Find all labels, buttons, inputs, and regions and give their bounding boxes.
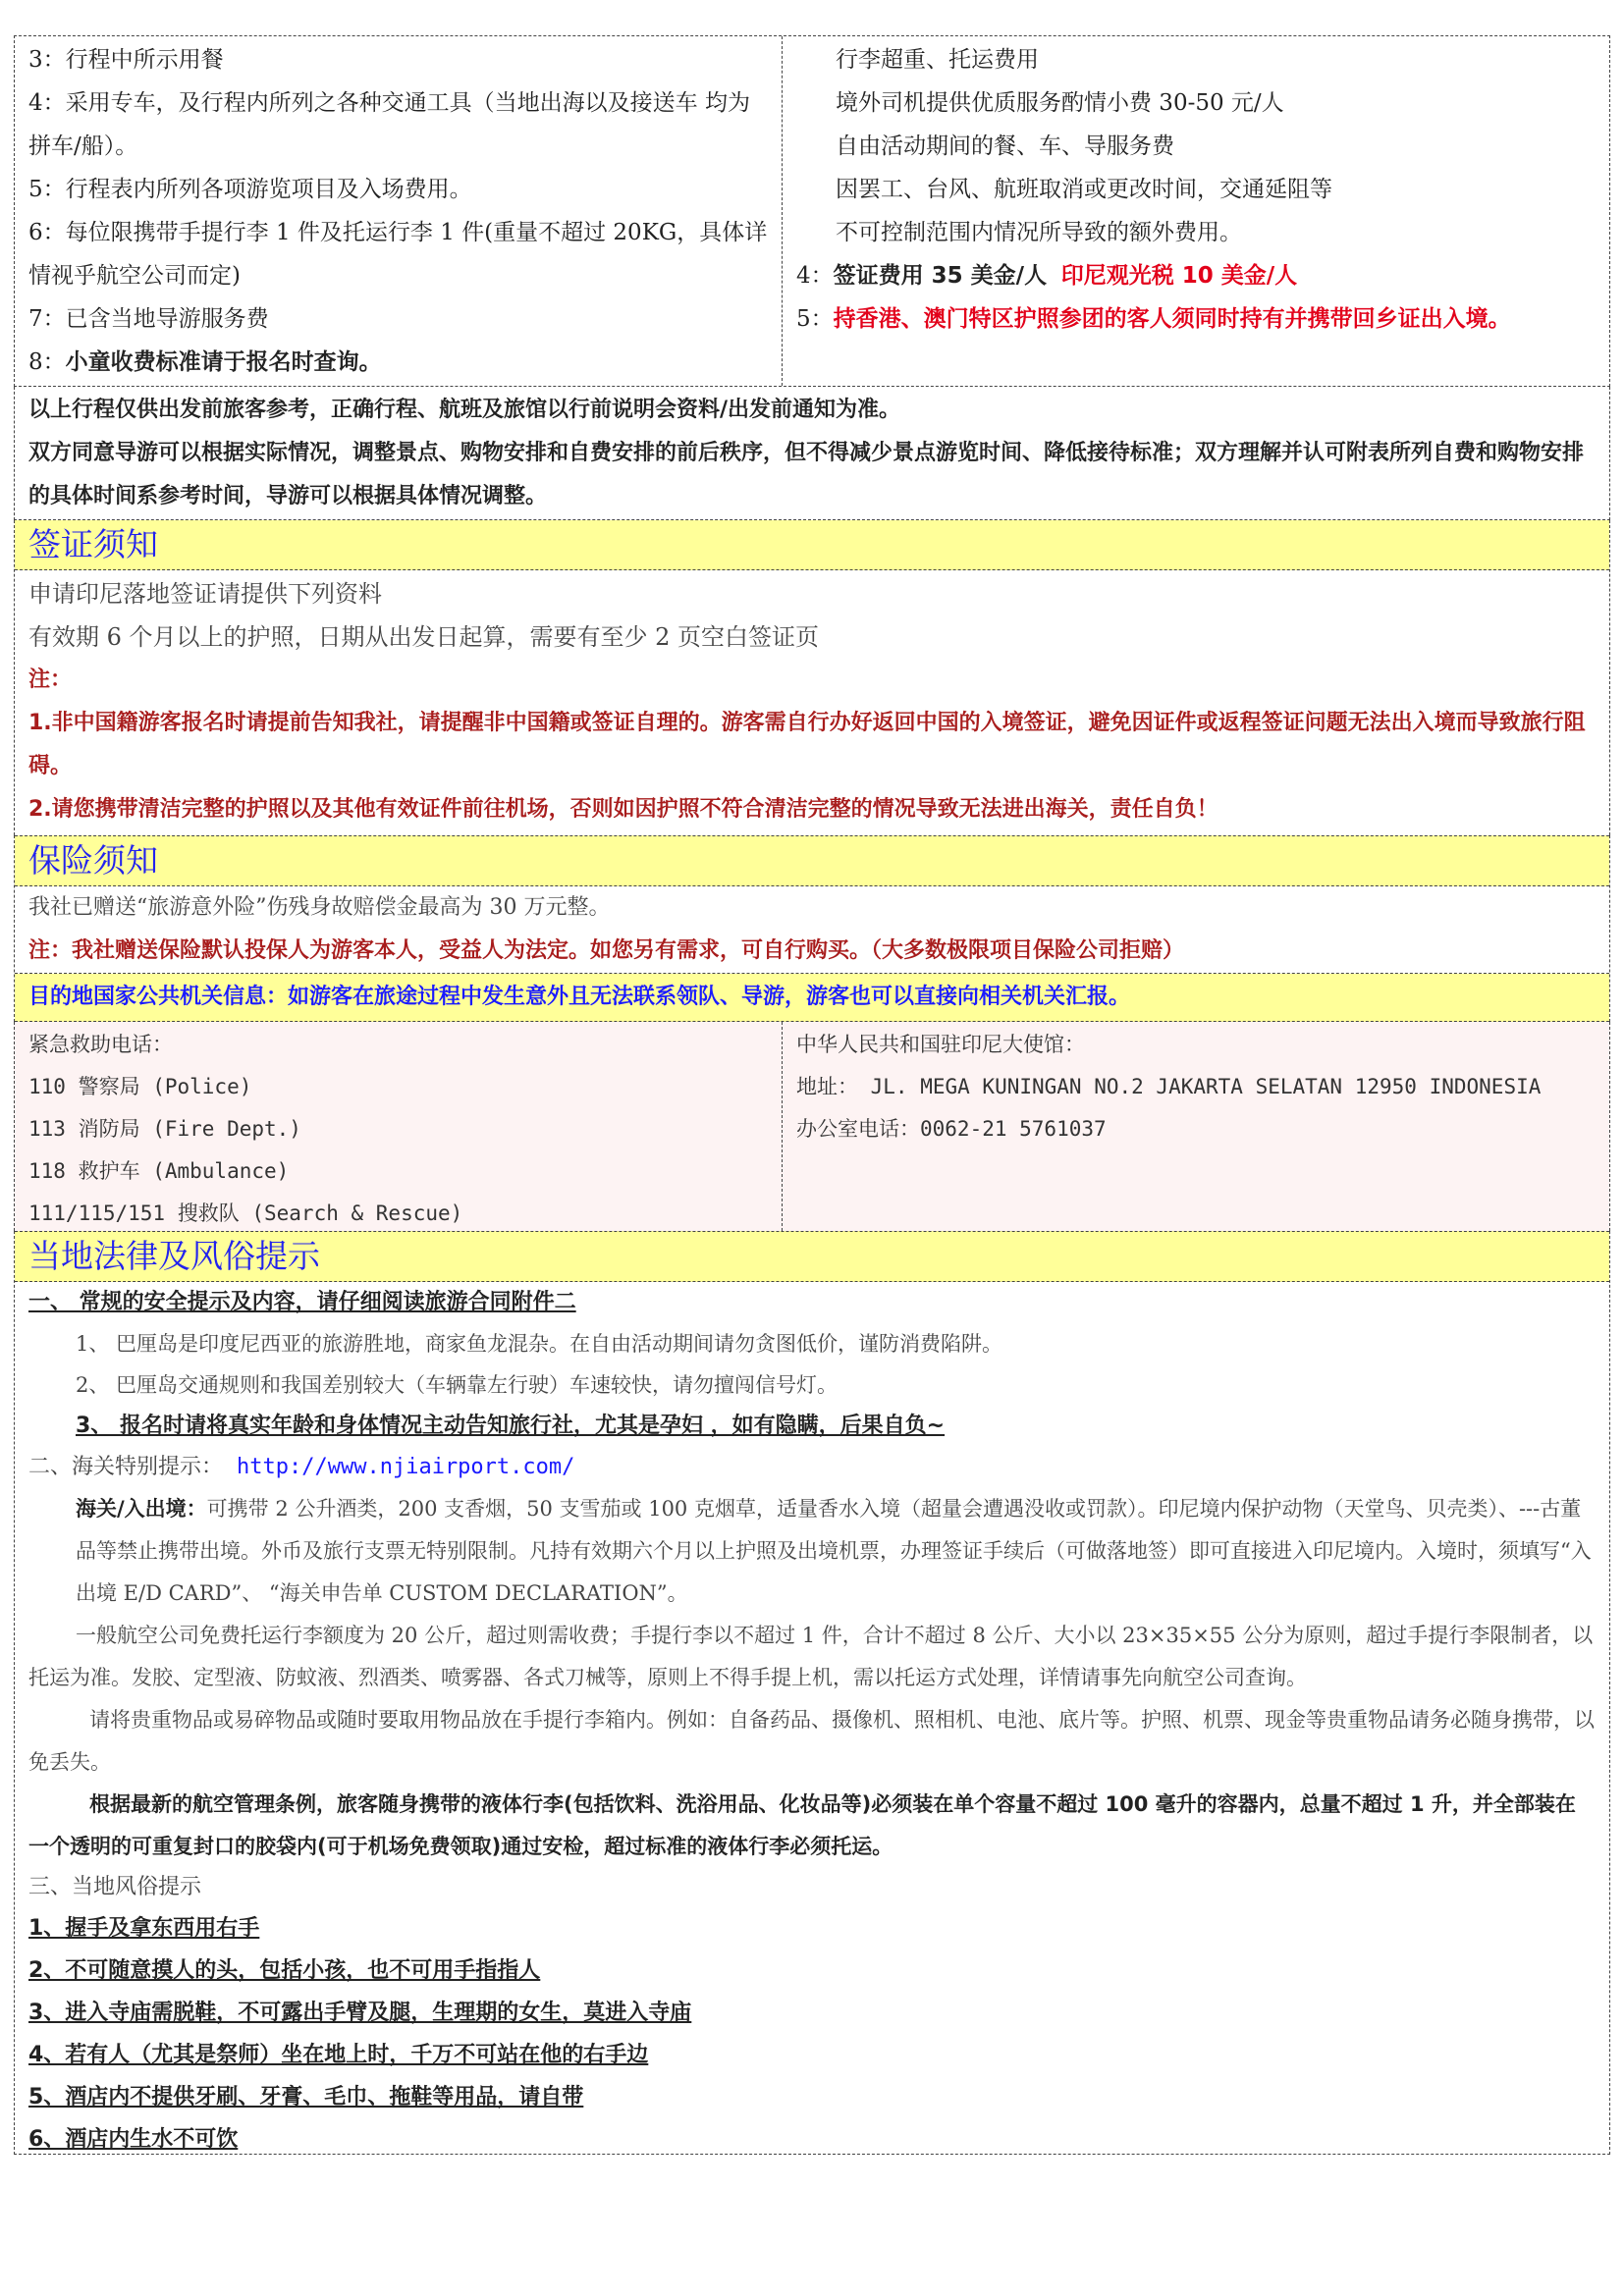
insurance-title: 保险须知 <box>15 835 1609 886</box>
excl-item-5: 5：持香港、澳门特区护照参团的客人须同时持有并携带回乡证出入境。 <box>796 306 1511 332</box>
notice-line: 双方同意导游可以根据实际情况，调整景点、购物安排和自费安排的前后秩序，但不得减少景点游览时间、降低接待标准；双方理解并认可附表所列自费和购物安排的具体时间系参考时间，导游可以根据具体情况调整。 <box>28 441 1585 508</box>
embassy-line: 中华人民共和国驻印尼大使馆： <box>796 1033 1085 1056</box>
liquid-para: 根据最新的航空管理条例，旅客随身携带的液体行李(包括饮料、洗浴用品、化妆品等)必须装在单个容量不超过 100 毫升的容器内，总量不超过 1 升，并全部装在一个透明的可重复封口的胶袋内(可于机场免费领取)通过安检，超过标准的液体行李必须托运。 <box>28 1792 1576 1858</box>
incl-item: 7：已含当地导游服务费 <box>28 306 269 332</box>
incl-item: 4：采用专车，及行程内所列之各种交通工具（当地出海以及接送车 均为拼车/船）。 <box>28 90 750 159</box>
custom-item: 3、进入寺庙需脱鞋，不可露出手臂及腿，生理期的女生，莫进入寺庙 <box>28 2001 692 2025</box>
authority-info: 目的地国家公共机关信息：如游客在旅途过程中发生意外且无法联系领队、导游，游客也可以直接向相关机关汇报。 <box>15 974 1609 1022</box>
insurance-note: 注：我社赠送保险默认投保人为游客本人，受益人为法定。如您另有需求，可自行购买。（大多数极限项目保险公司拒赔） <box>15 930 1609 974</box>
incl-item: 6：每位限携带手提行李 1 件及托运行李 1 件(重量不超过 20KG，具体详情视乎航空公司而定) <box>28 220 768 289</box>
visa-title: 签证须知 <box>15 520 1609 570</box>
insurance-section <box>14 835 1610 1022</box>
embassy-line: 办公室电话：0062-21 5761037 <box>796 1117 1107 1141</box>
emergency-block <box>14 1022 1610 1231</box>
custom-item: 5、酒店内不提供牙刷、牙膏、毛巾、拖鞋等用品，请自带 <box>28 2085 584 2109</box>
exclusions-right <box>783 36 1609 386</box>
excl-item-4: 4：签证费用 35 美金/人 印尼观光税 10 美金/人 <box>796 263 1298 289</box>
law-s2: 二、海关特别提示： http://www.njiairport.com/ <box>28 1455 575 1479</box>
visa-note-label: 注： <box>28 667 73 692</box>
itinerary-notice <box>14 387 1610 520</box>
custom-item: 4、若有人（尤其是祭师）坐在地上时，千万不可站在他的右手边 <box>28 2043 649 2067</box>
law-s3: 三、当地风俗提示 <box>28 1875 202 1899</box>
excl-item: 自由活动期间的餐、车、导服务费 <box>836 133 1174 159</box>
excl-item: 因罢工、台风、航班取消或更改时间，交通延阻等 <box>836 177 1332 202</box>
emergency-line: 111/115/151 搜救队 (Search & Rescue) <box>28 1201 463 1225</box>
visa-line: 有效期 6 个月以上的护照，日期从出发日起算，需要有至少 2 页空白签证页 <box>28 623 820 651</box>
custom-item: 2、不可随意摸人的头，包括小孩，也不可用手指指人 <box>28 1958 541 1983</box>
visa-note: 2.请您携带清洁完整的护照以及其他有效证件前往机场，否则如因护照不符合清洁完整的情况导致无法进出海关，责任自负！ <box>28 797 1218 822</box>
custom-item: 6、酒店内生水不可饮 <box>28 2127 239 2152</box>
valuables-para: 请将贵重物品或易碎物品或随时要取用物品放在手提行李箱内。例如：自备药品、摄像机、照相机、电池、底片等。护照、机票、现金等贵重物品请务必随身携带，以免丢失。 <box>28 1708 1595 1774</box>
notice-line: 以上行程仅供出发前旅客参考，正确行程、航班及旅馆以行前说明会资料/出发前通知为准。 <box>28 398 901 422</box>
insurance-line: 我社已赠送“旅游意外险”伤残身故赔偿金最高为 30 万元整。 <box>28 895 611 920</box>
law-s1-item: 2、 巴厘岛交通规则和我国差别较大（车辆靠左行驶）车速较快，请勿擅闯信号灯。 <box>76 1373 839 1397</box>
visa-line: 申请印尼落地签证请提供下列资料 <box>28 580 382 608</box>
embassy-line: 地址： JL. MEGA KUNINGAN NO.2 JAKARTA SELATAN 12950 INDONESIA <box>796 1075 1542 1098</box>
emergency-line: 110 警察局 (Police) <box>28 1075 252 1098</box>
embassy-info <box>783 1022 1609 1231</box>
incl-item: 5：行程表内所列各项游览项目及入场费用。 <box>28 177 472 202</box>
customs-para: 海关/入出境：可携带 2 公升酒类，200 支香烟，50 支雪茄或 100 克烟草，适量香水入境（超量会遭遇没收或罚款）。印尼境内保护动物（天堂鸟、贝壳类）、---古董品等禁止携带出境。外币及旅行支票无特别限制。凡持有效期六个月以上护照及出境机票，办理签证手续后（可做落地签）即可直接进入印尼境内。入境时，须填写“入出境 E/D CARD”、 “海关申告单 CUSTOM DECLARATION”。 <box>76 1497 1592 1605</box>
emergency-line: 紧急救助电话： <box>28 1033 173 1056</box>
law-s1-item: 1、 巴厘岛是印度尼西亚的旅游胜地，商家鱼龙混杂。在自由活动期间请勿贪图低价，谨防消费陷阱。 <box>76 1332 1003 1356</box>
inclusions-left <box>15 36 783 386</box>
visa-note: 1.非中国籍游客报名时请提前告知我社，请提醒非中国籍或签证自理的。游客需自行办好返回中国的入境签证，避免因证件或返程签证问题无法出入境而导致旅行阻碍。 <box>28 711 1586 778</box>
emergency-phones <box>15 1022 783 1231</box>
emergency-line: 113 消防局 (Fire Dept.) <box>28 1117 301 1141</box>
incl-item-8: 8：小童收费标准请于报名时查询。 <box>28 349 382 375</box>
law-s1-item3: 3、 报名时请将真实年龄和身体情况主动告知旅行社，尤其是孕妇 ，如有隐瞒，后果自负~ <box>76 1414 946 1438</box>
law-title: 当地法律及风俗提示 <box>15 1231 1609 1282</box>
excl-item: 不可控制范围内情况所导致的额外费用。 <box>836 220 1242 245</box>
inclusions-block <box>14 35 1610 387</box>
excl-item: 境外司机提供优质服务酌情小费 30-50 元/人 <box>836 90 1284 116</box>
emergency-line: 118 救护车 (Ambulance) <box>28 1159 290 1183</box>
visa-section <box>14 520 1610 835</box>
law-s1: 一、 常规的安全提示及内容，请仔细阅读旅游合同附件二 <box>28 1290 576 1314</box>
law-section <box>14 1231 1610 2155</box>
airport-link[interactable]: http://www.njiairport.com/ <box>237 1455 575 1479</box>
document-page <box>14 35 1610 2155</box>
excl-item: 行李超重、托运费用 <box>836 47 1039 73</box>
baggage-para: 一般航空公司免费托运行李额度为 20 公斤，超过则需收费；手提行李以不超过 1 件，合计不超过 8 公斤、大小以 23×35×55 公分为原则，超过手提行李限制者，以托运为准。发胶、定型液、防蚊液、烈酒类、喷雾器、各式刀械等，原则上不得手提上机，需以托运方式处理，详情请事先向航空公司查询。 <box>28 1624 1594 1689</box>
incl-item: 3：行程中所示用餐 <box>28 47 224 73</box>
custom-item: 1、握手及拿东西用右手 <box>28 1916 260 1941</box>
